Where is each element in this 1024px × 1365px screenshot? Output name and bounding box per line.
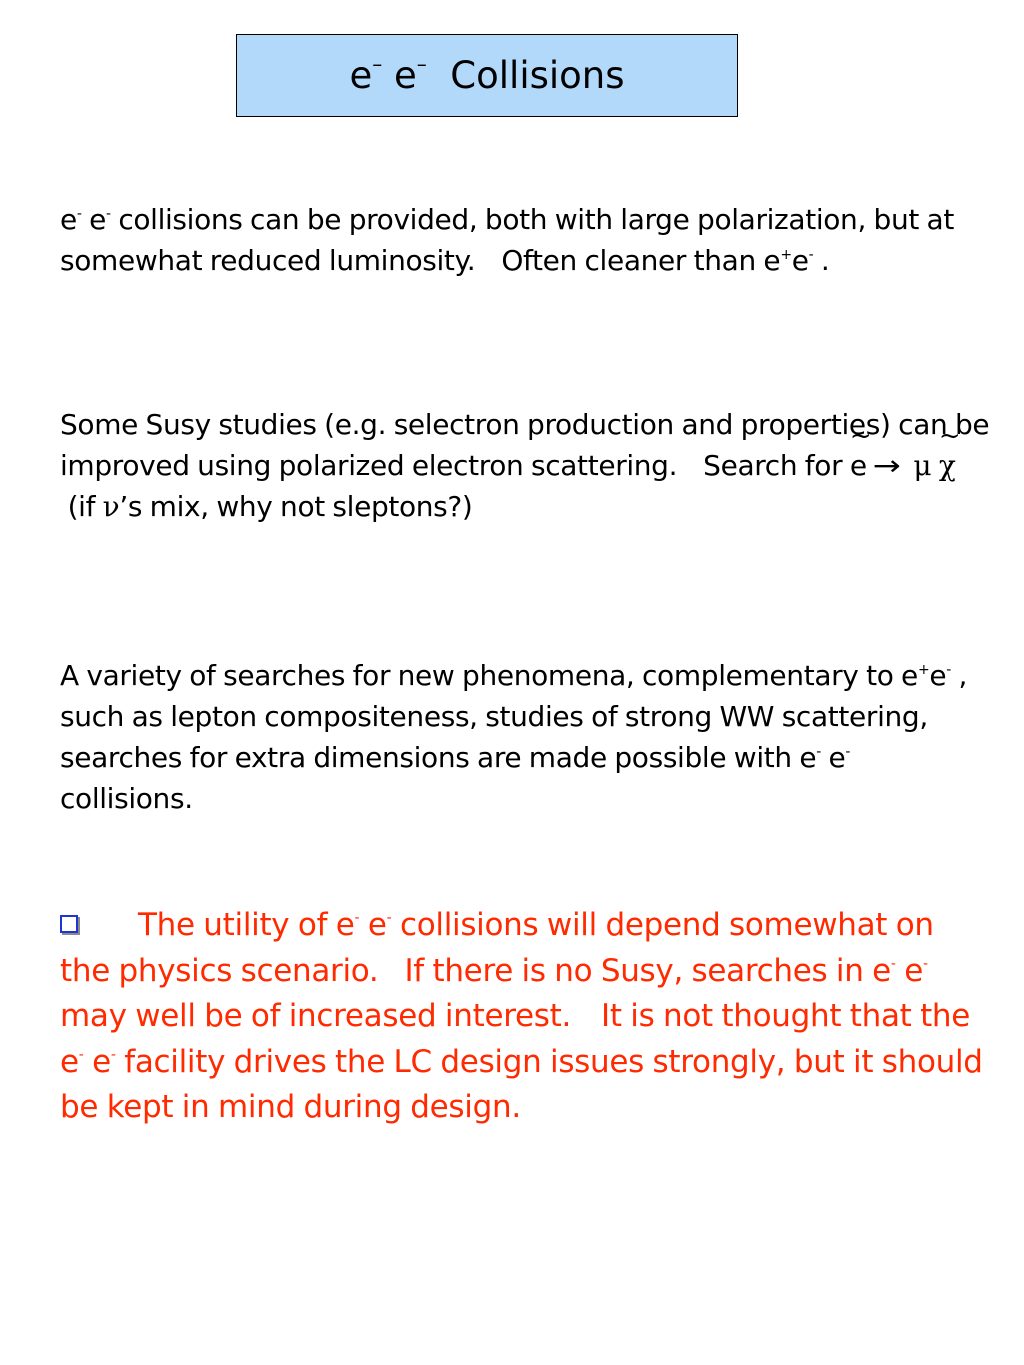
sup-minus: - [76, 206, 82, 222]
arrow-icon: → [872, 449, 901, 482]
neutralino-symbol: ~ χ [939, 445, 956, 486]
sym-e: e [799, 741, 817, 774]
text: Some Susy studies (e.g. selectron production and properties) can be improved using polarized electron scattering. [60, 408, 990, 482]
text: collisions. [60, 782, 193, 815]
text: collisions will depend somewhat on the physics scenario. [60, 907, 934, 989]
sup-minus: - [816, 744, 821, 760]
text: Often cleaner than [501, 244, 756, 277]
sym-e: e [89, 203, 107, 236]
sym-e: e [904, 952, 924, 989]
sup-minus: - [946, 662, 951, 678]
sym-e: e [901, 659, 918, 692]
text: , such as lepton compositeness, studies of strong WW scattering, searches for extra dimensions are made possible with [60, 659, 968, 774]
sym-e: e [60, 203, 77, 236]
muon-symbol: μ [913, 449, 932, 482]
sup-minus: - [110, 1046, 116, 1063]
sym-e: e [367, 907, 387, 943]
selectron-symbol: ~ e [850, 445, 867, 486]
paragraph-polarization [60, 199, 990, 281]
sym-e: e [763, 244, 781, 277]
text: may well be of increased interest. [60, 998, 572, 1034]
paragraph-searches [60, 655, 990, 819]
sup-minus: - [78, 1046, 84, 1063]
sup-minus: - [808, 247, 814, 263]
sup-minus: - [845, 744, 851, 760]
neutrino-symbol: ν [102, 490, 120, 523]
sym-e: e [929, 659, 947, 692]
checkbox-bullet-icon [60, 915, 78, 933]
text: A variety of searches for new phenomena, complementary to [60, 659, 894, 692]
sup-minus: - [354, 910, 360, 926]
sup-minus: - [923, 955, 928, 972]
text: If there is no Susy, searches in [404, 952, 864, 989]
text: The utility of [138, 907, 328, 943]
title-minus2: – [416, 51, 427, 76]
title-minus1: – [372, 51, 383, 76]
sym-e: e [92, 1043, 111, 1080]
sym-e: e [828, 741, 846, 774]
sym-e: e [872, 952, 891, 989]
text: (if [67, 490, 96, 523]
paragraph-utility [60, 903, 990, 1131]
sym-e: e [791, 244, 809, 277]
sup-plus: + [780, 247, 792, 263]
text: ’s mix, why not sleptons?) [119, 490, 473, 523]
text: It is not thought that the [601, 998, 971, 1034]
sup-minus: - [106, 206, 111, 222]
paragraph-susy [60, 404, 990, 527]
text: Search for [703, 449, 843, 482]
title-e1: e [349, 54, 373, 97]
slide-title [236, 34, 738, 117]
sym-e: e [60, 1043, 79, 1080]
text: facility drives the LC design issues strongly, but it should be kept in mind during design. [60, 1043, 983, 1125]
sup-minus: - [386, 910, 392, 926]
title-e2: e [394, 54, 417, 97]
title-collisions: Collisions [450, 54, 625, 97]
text: collisions can be provided, both with large polarization, but at somewhat reduced luminosity. [60, 203, 954, 277]
sup-minus: - [890, 955, 896, 972]
text: . [820, 244, 830, 277]
sym-e: e [335, 907, 355, 943]
sup-plus: + [917, 662, 930, 678]
